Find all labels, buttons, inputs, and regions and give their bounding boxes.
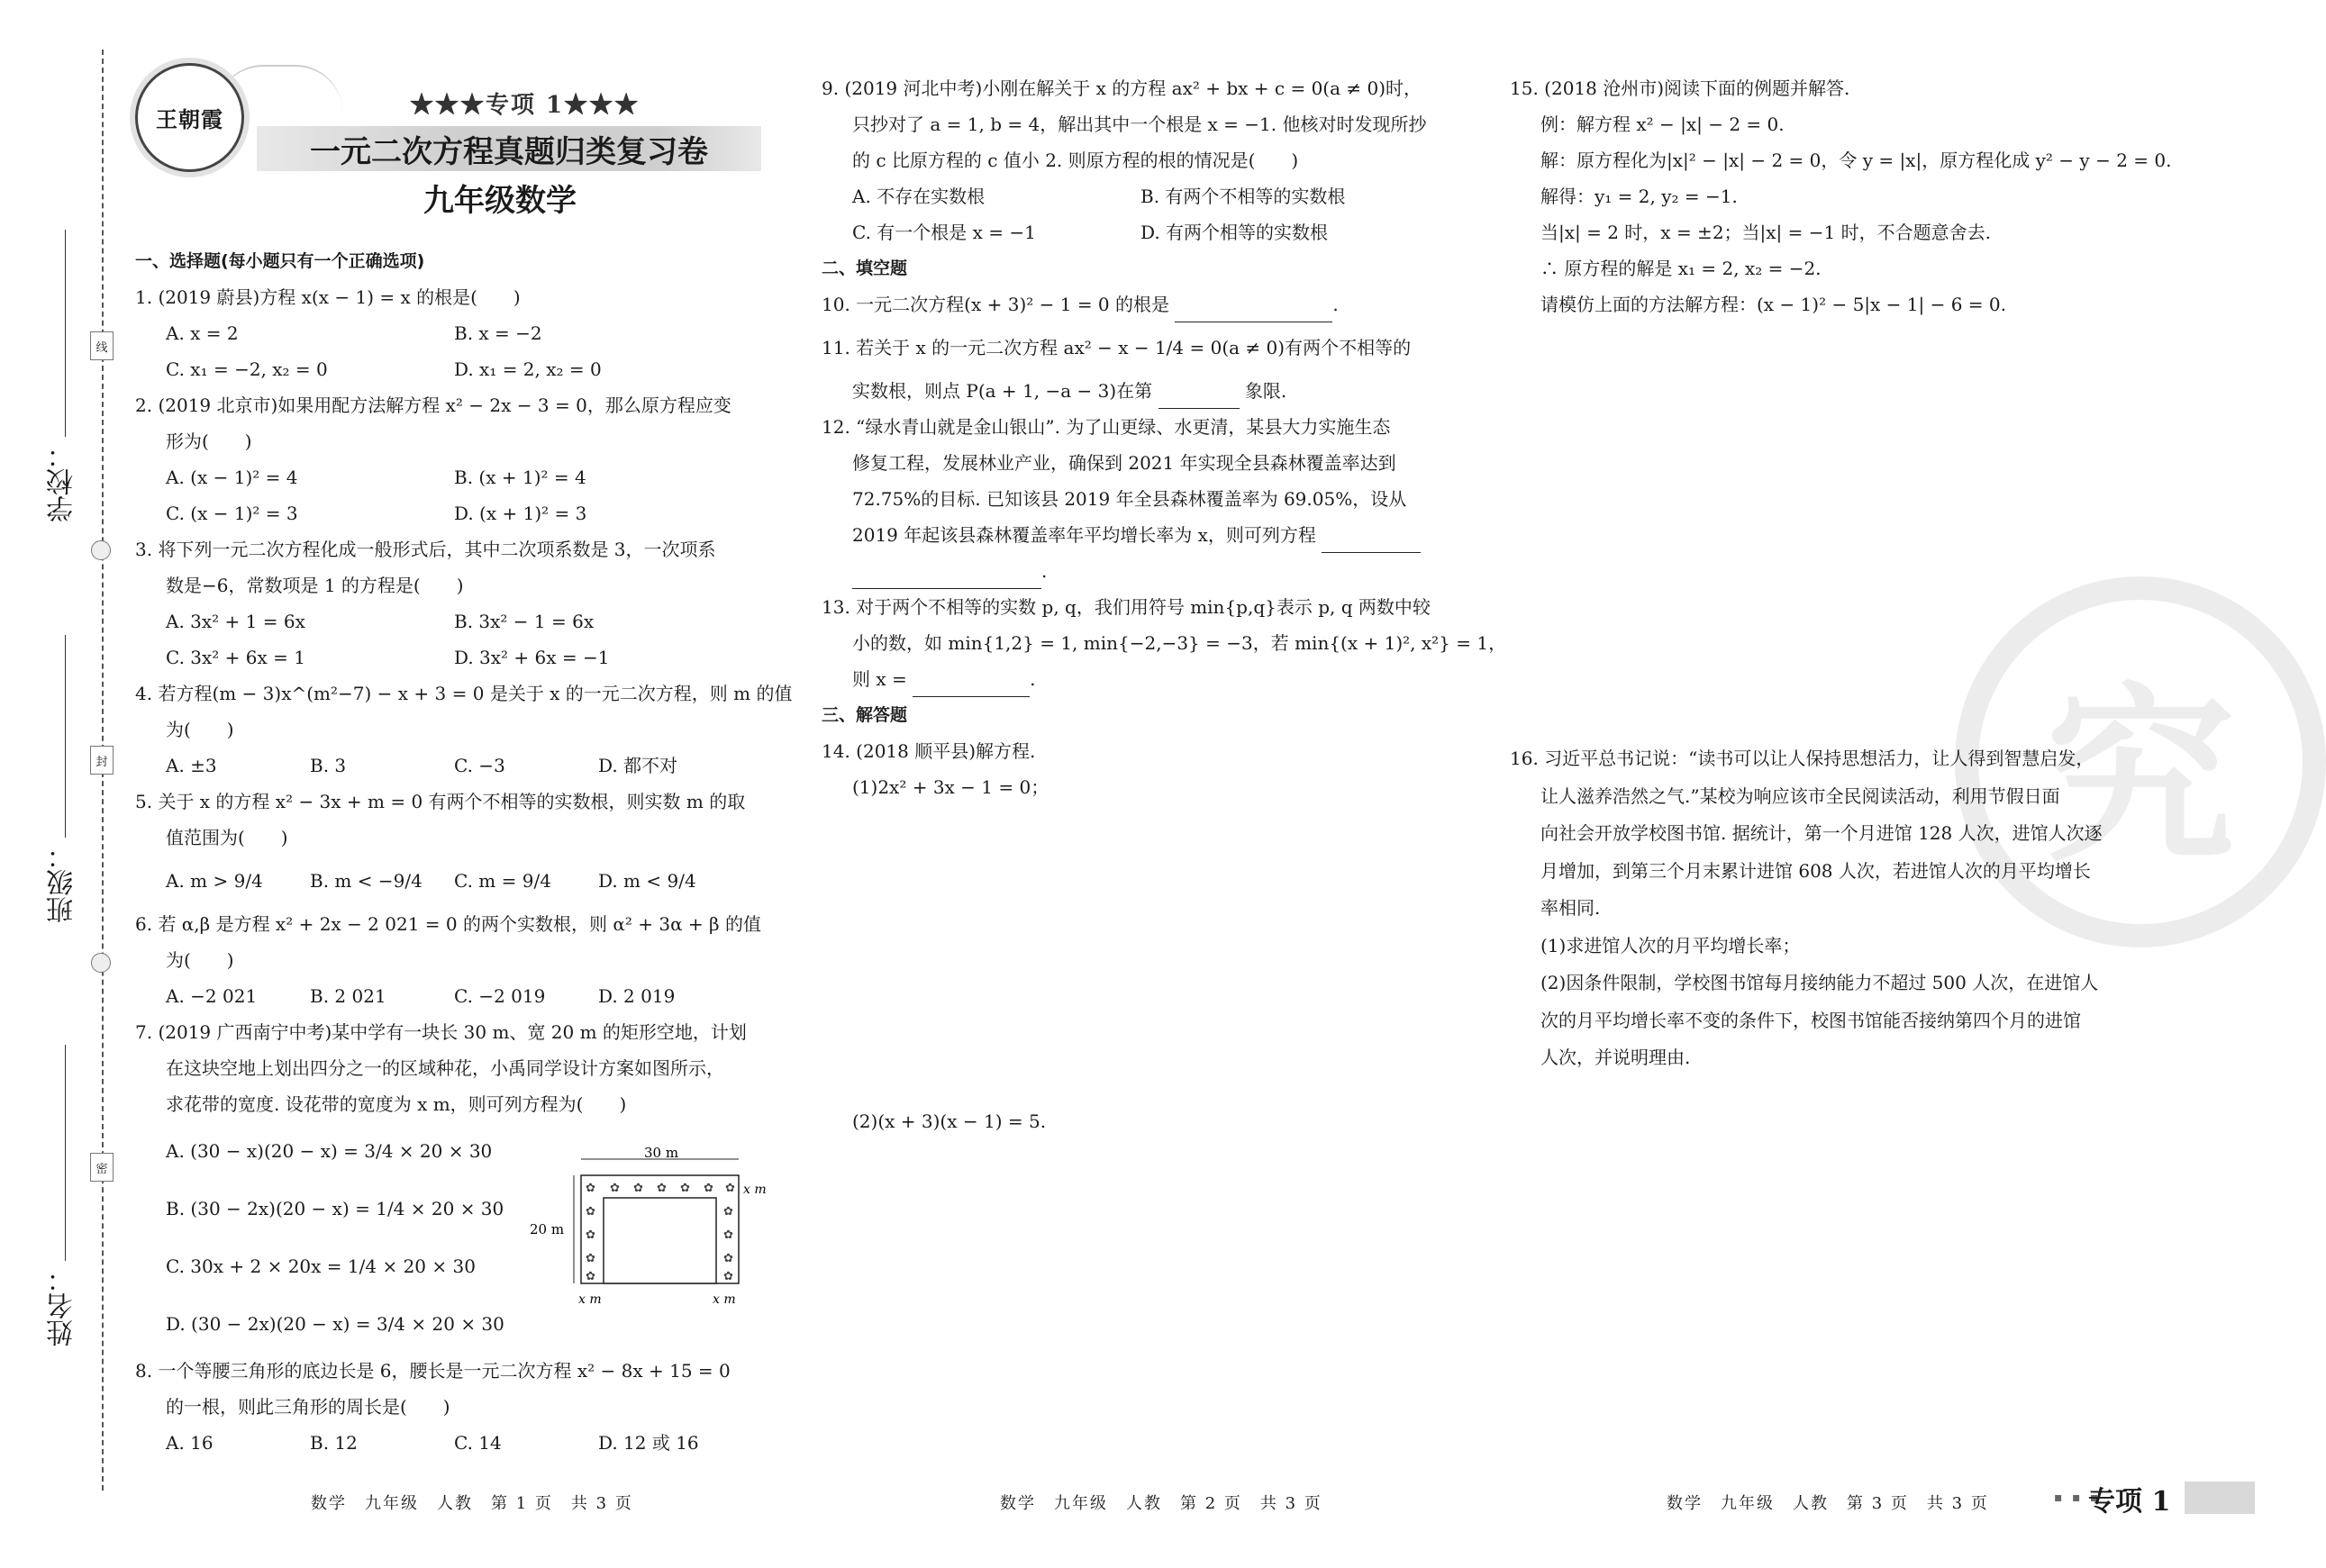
option-c: C. 14 [454, 1432, 502, 1454]
question-8: 8. 一个等腰三角形的底边长是 6，腰长是一元二次方程 x² − 8x + 15 = 0 [135, 1360, 731, 1382]
svg-text:✿: ✿ [725, 1182, 735, 1195]
dim-label-xm-left: x m [578, 1292, 602, 1307]
answer-blank[interactable] [1322, 529, 1421, 553]
question-13-cont: 小的数，如 min{1,2} = 1, min{−2,−3} = −3，若 min{(x + 1)², x²} = 1， [852, 632, 1507, 654]
question-10: 10. 一元二次方程(x + 3)² − 1 = 0 的根是 . [822, 286, 1470, 322]
question-13-cont: 则 x = . [822, 661, 1470, 697]
option-a: A. 3x² + 1 = 6x [166, 611, 305, 632]
option-c: C. −3 [454, 755, 505, 776]
question-12-cont: 修复工程，发展林业产业，确保到 2021 年实现全县森林覆盖率达到 [852, 452, 1396, 474]
svg-text:✿: ✿ [633, 1182, 643, 1195]
option-b: B. x = −2 [454, 322, 542, 344]
question-7: 7. (2019 广西南宁中考)某中学有一块长 30 m、宽 20 m 的矩形空地，计划 [135, 1021, 747, 1043]
page-footer-2: 数学 九年级 人教 第 2 页 共 3 页 [1000, 1494, 1322, 1513]
option-a: A. (30 − x)(20 − x) = 3/4 × 20 × 30 [166, 1140, 493, 1162]
column-3 [1510, 70, 2176, 322]
options-row [135, 1425, 784, 1461]
option-a: A. x = 2 [166, 322, 239, 344]
answer-blank[interactable] [852, 565, 1041, 589]
example-line: 例：解方程 x² − |x| − 2 = 0. [1540, 113, 1785, 135]
options-row [135, 351, 784, 387]
options-row [135, 603, 784, 639]
question-3: 3. 将下列一元二次方程化成一般形式后，其中二次项系数是 3，一次项系 [135, 539, 716, 560]
option-c: C. (x − 1)² = 3 [166, 503, 298, 524]
option-d: D. 2 019 [598, 985, 676, 1007]
question-2-cont: 形为( ) [166, 431, 252, 452]
svg-text:✿: ✿ [586, 1205, 595, 1219]
question-7-cont: 在这块空地上划出四分之一的区域种花，小禹同学设计方案如图所示， [166, 1057, 724, 1079]
page-subtitle: 九年级数学 [423, 183, 577, 219]
example-line: 解：原方程化为|x|² − |x| − 2 = 0，令 y = |x|，原方程化成 y² − y − 2 = 0. [1540, 150, 2172, 171]
option-b: B. 有两个不相等的实数根 [1140, 186, 1346, 207]
svg-text:✿: ✿ [586, 1270, 595, 1283]
question-7-cont: 求花带的宽度. 设花带的宽度为 x m，则可列方程为( ) [166, 1093, 627, 1115]
option-a: A. ±3 [166, 755, 217, 776]
option-b: B. m < −9/4 [310, 870, 422, 892]
question-12-cont: 72.75%的目标. 已知该县 2019 年全县森林覆盖率为 69.05%，设从 [852, 488, 1407, 510]
binding-circle-icon [91, 953, 111, 973]
options-row [135, 495, 784, 531]
example-line: ∴ 原方程的解是 x₁ = 2, x₂ = −2. [1540, 258, 1822, 279]
dim-label-xm-right: x m [713, 1292, 736, 1307]
question-4: 4. 若方程(m − 3)x^(m²−7) − x + 3 = 0 是关于 x 的一元二次方程，则 m 的值 [135, 683, 793, 704]
question-9-cont: 只抄对了 a = 1, b = 4，解出其中一个根是 x = −1. 他核对时发现所抄 [852, 113, 1427, 135]
options-row [135, 856, 784, 906]
page-title: 一元二次方程真题归类复习卷 [257, 126, 761, 171]
svg-text:✿: ✿ [723, 1228, 733, 1242]
example-line: 当|x| = 2 时，x = ±2；当|x| = −1 时，不合题意舍去. [1540, 222, 1991, 243]
option-c: C. −2 019 [454, 985, 546, 1007]
special-topic-tag: ★★★专项 1★★★ [410, 92, 641, 119]
svg-text:✿: ✿ [586, 1252, 595, 1265]
page-footer-3: 数学 九年级 人教 第 3 页 共 3 页 [1667, 1494, 1989, 1513]
option-d: D. 有两个相等的实数根 [1140, 222, 1329, 243]
corner-bar-decoration [2185, 1482, 2255, 1514]
option-b: B. 3x² − 1 = 6x [454, 611, 595, 632]
corner-dots-decoration: ▪ ▪ ▪ [2054, 1491, 2102, 1505]
options-row [822, 178, 1470, 214]
answer-blank[interactable] [913, 673, 1030, 697]
question-11: 11. 若关于 x 的一元二次方程 ax² − x − 1/4 = 0(a ≠ 0)有两个不相等的 [822, 337, 1412, 358]
question-12-cont: 2019 年起该县森林覆盖率年平均增长率为 x，则可列方程 [822, 517, 1470, 553]
binding-mark-feng: 封 [90, 746, 114, 775]
option-d: D. 12 或 16 [598, 1432, 699, 1454]
page-footer-1: 数学 九年级 人教 第 1 页 共 3 页 [311, 1494, 633, 1513]
option-c: C. 有一个根是 x = −1 [852, 222, 1036, 243]
options-row [135, 315, 784, 351]
question-14: 14. (2018 顺平县)解方程. [822, 740, 1036, 762]
dim-label-30m: 30 m [644, 1145, 679, 1161]
question-9: 9. (2019 河北中考)小刚在解关于 x 的方程 ax² + bx + c = 0(a ≠ 0)时， [822, 77, 1422, 99]
options-row [822, 214, 1470, 250]
option-a: A. −2 021 [166, 985, 258, 1007]
question-12-cont: . [822, 553, 1470, 589]
name-line[interactable] [65, 1045, 66, 1261]
section-heading: 一、选择题(每小题只有一个正确选项) [135, 251, 425, 271]
question-9-cont: 的 c 比原方程的 c 值小 2. 则原方程的根的情况是( ) [852, 150, 1299, 171]
question-6-cont: 为( ) [166, 949, 234, 971]
example-line: 请模仿上面的方法解方程：(x − 1)² − 5|x − 1| − 6 = 0. [1540, 294, 2007, 315]
options-row [135, 748, 784, 784]
svg-text:✿: ✿ [723, 1252, 733, 1265]
question-14-part-2-wrap [852, 1103, 1303, 1139]
svg-text:✿: ✿ [723, 1205, 733, 1219]
class-label: 班级： [47, 842, 78, 923]
question-16-block [1510, 740, 2176, 1077]
section-heading: 三、解答题 [822, 705, 908, 725]
option-b: B. (x + 1)² = 4 [454, 467, 586, 488]
binding-mark-xian: 线 [90, 331, 114, 360]
option-c: C. m = 9/4 [454, 870, 551, 892]
example-line: 解得：y₁ = 2, y₂ = −1. [1540, 186, 1738, 207]
section-heading: 二、填空题 [822, 258, 908, 278]
answer-blank[interactable] [1175, 298, 1332, 322]
question-4-cont: 为( ) [166, 719, 234, 740]
school-line[interactable] [65, 230, 66, 437]
svg-text:✿: ✿ [586, 1182, 595, 1195]
question-12: 12. “绿水青山就是金山银山”. 为了山更绿、水更清，某县大力实施生态 [822, 416, 1391, 438]
option-a: A. 不存在实数根 [852, 186, 986, 207]
question-16-cont: 人次，并说明理由. [1540, 1047, 1691, 1068]
question-5-cont: 值范围为( ) [166, 827, 288, 848]
options-row [135, 639, 784, 675]
question-14-part-1: (1)2x² + 3x − 1 = 0； [852, 776, 1049, 798]
option-d: D. x₁ = 2, x₂ = 0 [454, 358, 602, 380]
inner-rect [604, 1198, 716, 1283]
school-label: 学校： [47, 441, 78, 522]
question-1: 1. (2019 蔚县)方程 x(x − 1) = x 的根是( ) [135, 286, 521, 308]
svg-text:✿: ✿ [680, 1182, 690, 1195]
flower-bed-diagram [530, 1145, 811, 1328]
svg-text:✿: ✿ [657, 1182, 667, 1195]
column-2 [822, 70, 1507, 805]
options-row [135, 459, 784, 495]
option-d: D. m < 9/4 [598, 870, 696, 892]
question-3-cont: 数是−6，常数项是 1 的方程是( ) [166, 575, 464, 596]
options-row [135, 978, 784, 1014]
corner-topic-tag: 专项 1 [2088, 1486, 2171, 1518]
question-14-part-2: (2)(x + 3)(x − 1) = 5. [852, 1110, 1047, 1132]
option-a: A. m > 9/4 [166, 870, 263, 892]
question-16-cont: 率相同. [1540, 897, 1601, 919]
question-11-cont: 实数根，则点 P(a + 1, −a − 3)在第 象限. [822, 373, 1470, 409]
svg-text:✿: ✿ [610, 1182, 620, 1195]
question-15: 15. (2018 沧州市)阅读下面的例题并解答. [1510, 77, 1850, 99]
binding-mark-mi: 密 [90, 1153, 114, 1182]
option-b: B. 12 [310, 1432, 358, 1454]
answer-blank[interactable] [1158, 385, 1240, 409]
svg-text:✿: ✿ [586, 1228, 595, 1242]
binding-circle-icon [91, 540, 111, 560]
option-a: A. (x − 1)² = 4 [166, 467, 298, 488]
question-16-cont: 向社会开放学校图书馆. 据统计，第一个月进馆 128 人次，进馆人次逐 [1540, 822, 2103, 844]
option-c: C. 3x² + 6x = 1 [166, 647, 305, 668]
option-a: A. 16 [166, 1432, 214, 1454]
option-d: D. 都不对 [598, 755, 678, 776]
option-c: C. 30x + 2 × 20x = 1/4 × 20 × 30 [166, 1255, 476, 1277]
question-5: 5. 关于 x 的方程 x² − 3x + m = 0 有两个不相等的实数根，则实数 m 的取 [135, 791, 746, 812]
watermark-seal: 究 [1955, 576, 2326, 947]
name-label: 姓名： [47, 1265, 78, 1346]
svg-text:✿: ✿ [723, 1270, 733, 1283]
option-d: D. 3x² + 6x = −1 [454, 647, 610, 668]
question-16-cont: 月增加，到第三个月末累计进馆 608 人次，若进馆人次的月平均增长 [1540, 859, 2091, 882]
class-line[interactable] [65, 635, 66, 838]
question-16-cont: 次的月平均增长率不变的条件下，校图书馆能否接纳第四个月的进馆 [1540, 1009, 2081, 1031]
brand-logo: 王朝霞 [135, 63, 244, 172]
question-8-cont: 的一根，则此三角形的周长是( ) [166, 1396, 450, 1418]
option-b: B. 3 [310, 755, 347, 776]
svg-text:✿: ✿ [704, 1182, 713, 1195]
question-2: 2. (2019 北京市)如果用配方法解方程 x² − 2x − 3 = 0，那么原方程应变 [135, 394, 731, 416]
question-13: 13. 对于两个不相等的实数 p, q，我们用符号 min{p,q}表示 p, q 两数中较 [822, 596, 1431, 618]
option-c: C. x₁ = −2, x₂ = 0 [166, 358, 328, 380]
question-16-part-1: (1)求进馆人次的月平均增长率； [1540, 934, 1801, 956]
question-16-part-2: (2)因条件限制，学校图书馆每月接纳能力不超过 500 人次，在进馆人 [1540, 972, 2099, 993]
option-d: D. (x + 1)² = 3 [454, 503, 587, 524]
question-16: 16. 习近平总书记说：“读书可以让人保持思想活力，让人得到智慧启发， [1510, 748, 2094, 769]
option-b: B. (30 − 2x)(20 − x) = 1/4 × 20 × 30 [166, 1198, 504, 1219]
dim-label-xm-top: x m [743, 1183, 767, 1197]
dim-label-20m: 20 m [530, 1221, 565, 1237]
option-b: B. 2 021 [310, 985, 386, 1007]
question-16-cont: 让人滋养浩然之气.”某校为响应该市全民阅读活动，利用节假日面 [1540, 784, 2060, 807]
option-d: D. (30 − 2x)(20 − x) = 3/4 × 20 × 30 [166, 1313, 504, 1335]
question-6: 6. 若 α,β 是方程 x² + 2x − 2 021 = 0 的两个实数根，则 α² + 3α + β 的值 [135, 913, 761, 935]
